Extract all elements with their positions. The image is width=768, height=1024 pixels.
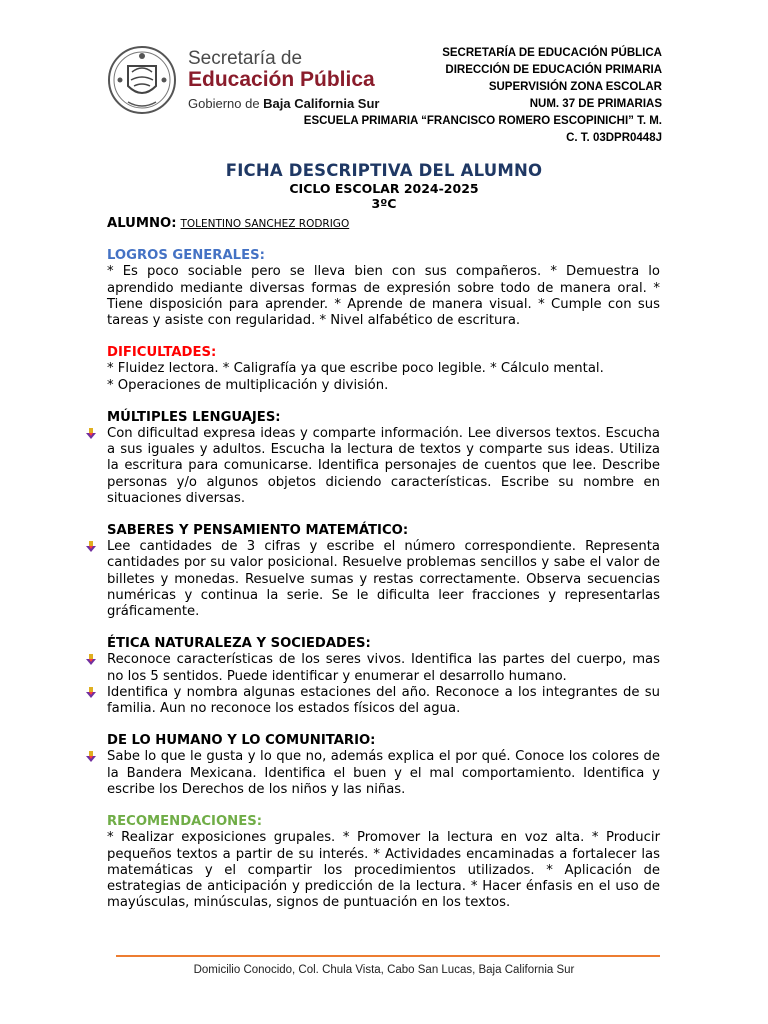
section-lenguajes: [107, 410, 660, 507]
document-title: FICHA DESCRIPTIVA DEL ALUMNO: [225, 161, 543, 180]
dificultades-heading: DIFICULTADES:: [107, 345, 217, 361]
institution-line: SUPERVISIÓN ZONA ESCOLAR: [488, 81, 662, 93]
report-body: [107, 216, 660, 927]
logo-gobierno-prefix: Gobierno de: [188, 96, 264, 111]
lenguajes-heading: MÚLTIPLES LENGUAJES:: [107, 409, 281, 425]
letterhead: [0, 0, 768, 160]
humano-heading: DE LO HUMANO Y LO COMUNITARIO:: [107, 733, 376, 749]
arrow-bullet-icon: [85, 541, 97, 553]
arrow-bullet-icon: [85, 654, 97, 666]
etica-heading: ÉTICA NATURALEZA Y SOCIEDADES:: [107, 636, 371, 652]
matematico-list: [107, 539, 660, 620]
institution-line: NUM. 37 DE PRIMARIAS: [529, 98, 662, 110]
list-item: [107, 539, 660, 620]
institution-block: [304, 45, 662, 147]
matematico-heading: SABERES Y PENSAMIENTO MATEMÁTICO:: [107, 523, 409, 539]
institution-line: SECRETARÍA DE EDUCACIÓN PÚBLICA: [442, 47, 662, 59]
dificultades-line-1: * Fluidez lectora. * Caligrafía ya que escribe poco legible. * Cálculo mental.: [107, 361, 604, 377]
section-recomendaciones: [107, 814, 660, 911]
arrow-bullet-icon: [85, 428, 97, 440]
institution-line: DIRECCIÓN DE EDUCACIÓN PRIMARIA: [445, 64, 662, 76]
logo-line-secretaria: Secretaría de: [188, 48, 303, 69]
section-logros: [107, 248, 660, 329]
matematico-item-text: Lee cantidades de 3 cifras y escribe el número correspondiente. Representa cantidades por su valor posicional. Resuelve problemas sencillos y sabe el valor de billetes y monedas. Resuelve sumas y restas correctamente. Observa secuencias numéricas y continua la serie. Se le dificulta leer fracciones y representarlas gráficamente.: [107, 539, 660, 620]
logros-heading: LOGROS GENERALES:: [107, 248, 265, 264]
etica-item-text: Identifica y nombra algunas estaciones del año. Reconoce a los integrantes de su familia. Aun no reconoce los estados físicos del agua.: [107, 684, 660, 717]
lenguajes-list: [107, 426, 660, 507]
humano-item-text: Sabe lo que le gusta y lo que no, además explica el por qué. Conoce los colores de la Bandera Mexicana. Identifica el buen y el mal comportamiento. Identifica y escribe los Derechos de los niños y las niñas.: [107, 749, 660, 797]
dificultades-line-2: * Operaciones de multiplicación y división.: [107, 377, 389, 393]
section-matematico: [107, 523, 660, 620]
list-item: [107, 426, 660, 507]
grade-group: 3ºC: [371, 196, 397, 211]
logo-gobierno-state: Baja California Sur: [263, 96, 380, 111]
coat-of-arms-seal-icon: [106, 44, 178, 116]
list-item: [107, 749, 660, 798]
section-dificultades: [107, 345, 660, 394]
humano-list: [107, 749, 660, 798]
list-item: [107, 685, 660, 717]
section-humano: [107, 733, 660, 798]
etica-list: [107, 652, 660, 717]
footer-address: Domicilio Conocido, Col. Chula Vista, Cabo San Lucas, Baja California Sur: [193, 964, 575, 976]
school-cycle: CICLO ESCOLAR 2024-2025: [289, 181, 479, 196]
title-block: [0, 161, 768, 211]
lenguajes-item-text: Con dificultad expresa ideas y comparte información. Lee diversos textos. Escucha a sus iguales y adultos. Escucha la lectura de textos y comparte sus ideas. Utiliza la escritura para comunicarse. Identifica personajes de cuentos que lee. Describe personas y/o algunos objetos diciendo características. Escribe su nombre en situaciones diversas.: [107, 426, 660, 506]
arrow-bullet-icon: [85, 751, 97, 763]
logros-text: * Es poco sociable pero se lleva bien con sus compañeros. * Demuestra lo aprendido mediante diversas formas de expresión sobre todo de manera oral. * Tiene disposición para aprender. * Aprende de manera visual. * Cumple con sus tareas y asiste con regularidad. * Nivel alfabético de escritura.: [107, 264, 660, 329]
footer-rule: [116, 955, 660, 957]
institution-line: ESCUELA PRIMARIA “FRANCISCO ROMERO ESCOPINICHI” T. M.: [303, 115, 662, 127]
institution-line: C. T. 03DPR0448J: [566, 132, 662, 144]
logo-line-educacion-publica: Educación Pública: [188, 68, 375, 91]
recomendaciones-text: * Realizar exposiciones grupales. * Promover la lectura en voz alta. * Producir pequeños textos a partir de su interés. * Actividades encaminadas a fortalecer las matemáticas y el compartir los procedimientos utilizados. * Aplicación de estrategias de anticipación y predicción de la lectura. * Hacer énfasis en el uso de mayúsculas, minúsculas, signos de puntuación en los textos.: [107, 830, 660, 911]
recomendaciones-heading: RECOMENDACIONES:: [107, 814, 262, 830]
student-name: TOLENTINO SANCHEZ RODRIGO: [180, 218, 350, 230]
etica-item-text: Reconoce características de los seres vivos. Identifica las partes del cuerpo, mas no los 5 sentidos. Puede identificar y enumerar el desarrollo humano.: [107, 652, 660, 684]
arrow-bullet-icon: [85, 687, 97, 699]
section-etica: [107, 636, 660, 717]
list-item: [107, 652, 660, 684]
student-label: ALUMNO:: [107, 216, 177, 231]
student-row: [107, 216, 660, 232]
